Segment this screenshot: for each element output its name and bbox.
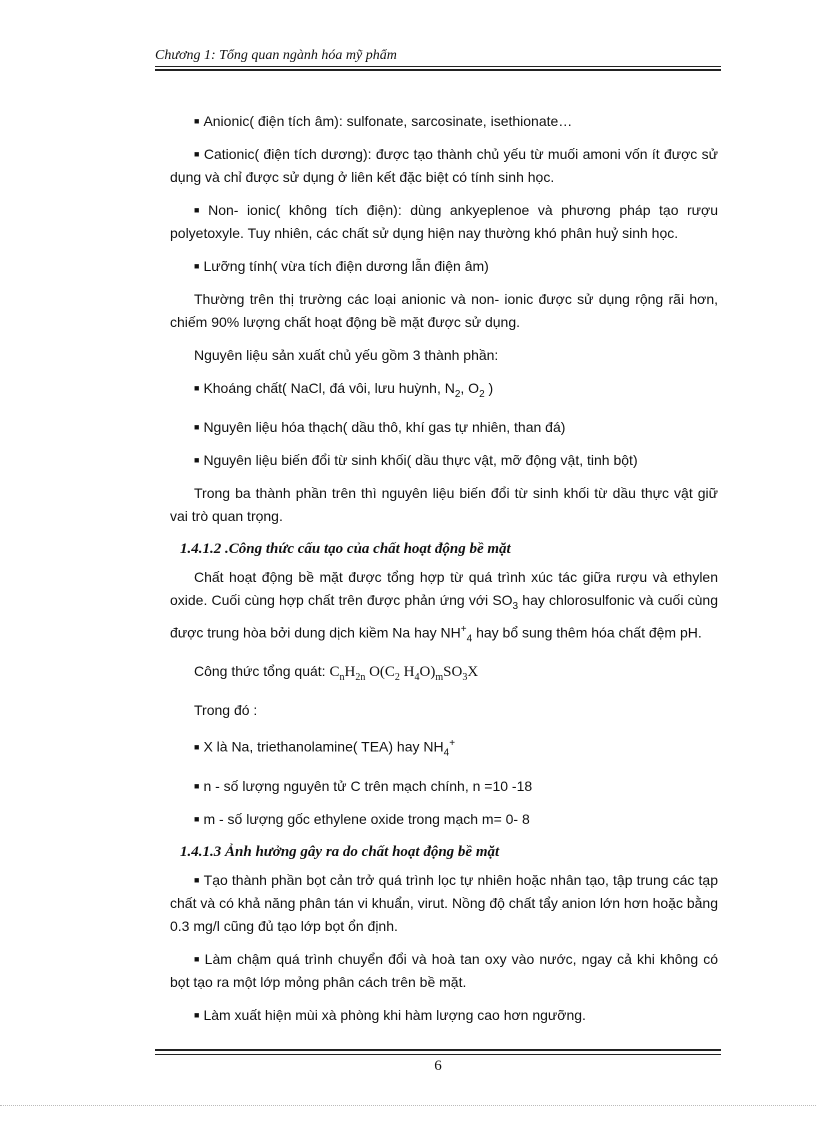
- square-bullet-icon: ■: [194, 149, 200, 159]
- formula-part: C: [329, 664, 340, 681]
- list-item-text: , O: [460, 380, 480, 396]
- list-item-text: n - số lượng nguyên tử C trên mạch chính, n =10 -18: [203, 777, 533, 794]
- square-bullet-icon: ■: [194, 383, 200, 393]
- formula-sub: n: [339, 672, 345, 684]
- square-bullet-icon: ■: [194, 813, 200, 824]
- paragraph: [170, 566, 718, 650]
- list-item-text: Cationic( điện tích dương): được tạo thành chủ yếu từ muối amoni vốn ít được sử dụng và chỉ được sử dụng ở liên kết đặc biệt có tính sinh học.: [170, 146, 718, 185]
- paragraph: Thường trên thị trường các loại anionic và non- ionic được sử dụng rộng rãi hơn, chiếm 90% lượng chất hoạt động bề mặt được sử dụng.: [170, 291, 718, 330]
- list-item-text: Làm chậm quá trình chuyển đổi và hoà tan oxy vào nước, ngay cả khi không có bọt tạo ra một lớp mỏng phân cách trên bề mặt.: [170, 950, 719, 990]
- list-item: [170, 416, 718, 439]
- page-break-line: [0, 1105, 816, 1106]
- page-header-title: Chương 1: Tổng quan ngành hóa mỹ phẩm: [155, 48, 397, 63]
- square-bullet-icon: ■: [194, 421, 200, 432]
- list-item: [170, 199, 718, 245]
- list-item-text: Nguyên liệu biến đổi từ sinh khối( dầu thực vật, mỡ động vật, tinh bột): [203, 451, 638, 468]
- list-item: [170, 449, 718, 472]
- formula-sub: 3: [462, 672, 468, 684]
- formula-part: H: [344, 664, 356, 681]
- formula-sub: m: [435, 672, 444, 684]
- paragraph-text: hay chlorosulfonic và cuối cùng được trung hòa bởi dung dịch kiềm Na hay NH: [170, 591, 718, 641]
- square-bullet-icon: ■: [194, 741, 200, 752]
- square-bullet-icon: ■: [194, 205, 205, 215]
- formula-line: [170, 660, 718, 689]
- paragraph: Nguyên liệu sản xuất chủ yếu gồm 3 thành phần:: [194, 347, 499, 363]
- list-item: [170, 110, 718, 133]
- formula-part: X: [467, 664, 479, 681]
- formula-part: SO: [443, 664, 463, 681]
- subscript: 4: [466, 633, 473, 645]
- square-bullet-icon: ■: [194, 953, 201, 964]
- footer-rule-thick: [155, 1049, 721, 1051]
- formula-sub: 2n: [355, 672, 366, 684]
- list-item: [170, 808, 718, 831]
- list-item-text: ): [484, 380, 494, 396]
- subscript: 2: [454, 388, 461, 400]
- square-bullet-icon: ■: [194, 261, 200, 271]
- subscript: 4: [443, 747, 450, 759]
- page-body: [170, 110, 718, 1037]
- list-item-text: Lưỡng tính( vừa tích điện dương lẫn điện âm): [203, 258, 489, 274]
- list-item-text: Anionic( điện tích âm): sulfonate, sarcosinate, isethionate…: [203, 113, 573, 129]
- formula: [329, 664, 479, 684]
- section-heading: 1.4.1.2 .Công thức cấu tạo của chất hoạt động bề mặt: [180, 540, 511, 557]
- formula-part: H: [399, 664, 415, 681]
- paragraph: Trong đó :: [194, 702, 258, 719]
- header-rule-thick: [155, 69, 721, 71]
- subscript: 3: [512, 600, 519, 612]
- section-heading: 1.4.1.3 Ảnh hưởng gây ra do chất hoạt động bề mặt: [180, 843, 500, 860]
- list-item: [170, 255, 718, 278]
- subscript: 2: [479, 388, 485, 400]
- list-item-text: X là Na, triethanolamine( TEA) hay NH: [203, 738, 444, 755]
- formula-sub: 2: [394, 672, 400, 684]
- list-item-text: Tạo thành phần bọt cản trở quá trình lọc tự nhiên hoặc nhân tạo, tập trung các tạp chất và có khả năng phân tán vi khuẩn, virut. Nồng độ chất tẩy anion lớn hơn hoặc bằng 0.3 mg/l cũng đủ tạo lớp bọt ổn định.: [170, 871, 719, 934]
- formula-label: Công thức tổng quát:: [194, 663, 330, 680]
- list-item-text: Làm xuất hiện mùi xà phòng khi hàm lượng cao hơn ngưỡng.: [203, 1006, 586, 1023]
- formula-sub: 4: [414, 672, 420, 684]
- paragraph-text: Chất hoạt động bề mặt được tổng hợp từ quá trình xúc tác giữa rượu và ethylen oxide. Cuối cùng hợp chất trên được phản ứng với SO: [170, 568, 718, 608]
- formula-part: O): [419, 664, 436, 681]
- superscript: +: [460, 623, 467, 635]
- paragraph: Trong ba thành phần trên thì nguyên liệu biến đổi từ sinh khối từ dầu thực vật giữ vai trò quan trọng.: [170, 484, 718, 524]
- square-bullet-icon: ■: [194, 874, 200, 885]
- footer-rule: [155, 1054, 721, 1055]
- list-item: [170, 377, 718, 406]
- page-number: 6: [434, 1058, 442, 1074]
- list-item-text: m - số lượng gốc ethylene oxide trong mạch m= 0- 8: [203, 810, 530, 827]
- square-bullet-icon: ■: [194, 780, 200, 791]
- list-item: [170, 948, 718, 994]
- square-bullet-icon: ■: [194, 1009, 200, 1020]
- list-item: [170, 775, 718, 798]
- superscript: +: [449, 738, 456, 750]
- list-item-text: Khoáng chất( NaCl, đá vôi, lưu huỳnh, N: [203, 380, 455, 396]
- formula-part: O(C: [365, 664, 395, 681]
- square-bullet-icon: ■: [194, 116, 200, 126]
- list-item: [170, 143, 718, 189]
- list-item: [170, 732, 718, 764]
- square-bullet-icon: ■: [194, 454, 200, 465]
- paragraph-text: hay bổ sung thêm hóa chất đệm pH.: [472, 624, 702, 641]
- list-item-text: Non- ionic( không tích điện): dùng ankyeplenoe và phương pháp tạo rượu polyetoxyle. Tuy nhiên, các chất sử dụng hiện nay thường khó phân huỷ sinh học.: [170, 202, 719, 241]
- list-item: [170, 869, 718, 938]
- list-item-text: Nguyên liệu hóa thạch( dầu thô, khí gas tự nhiên, than đá): [203, 418, 566, 435]
- list-item: [170, 1004, 718, 1027]
- header-rule: [155, 66, 721, 67]
